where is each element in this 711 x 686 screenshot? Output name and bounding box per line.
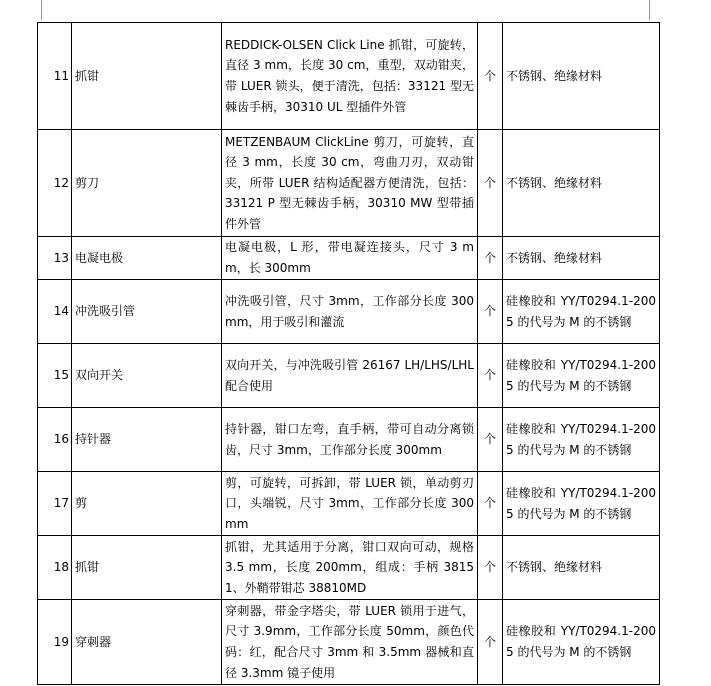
item-unit: 个 [478, 23, 503, 130]
row-number: 19 [38, 600, 72, 685]
table-row [38, 536, 660, 600]
row-number: 17 [38, 472, 72, 536]
table-row [38, 280, 660, 344]
item-material: 硅橡胶和 YY/T0294.1-2005 的代号为 M 的不锈钢 [503, 472, 660, 536]
item-unit: 个 [478, 600, 503, 685]
item-name: 剪 [72, 472, 222, 536]
equipment-table [37, 22, 660, 685]
table-row [38, 472, 660, 536]
item-description: 电凝电极，L 形，带电凝连接头，尺寸 3 mm，长 300mm [222, 237, 478, 280]
item-material: 不锈钢、绝缘材料 [503, 23, 660, 130]
row-number: 12 [38, 130, 72, 237]
item-material: 不锈钢、绝缘材料 [503, 237, 660, 280]
item-description: 持针器，钳口左弯，直手柄，带可自动分离锁齿，尺寸 3mm，工作部分长度 300mm [222, 408, 478, 472]
item-description: 冲洗吸引管，尺寸 3mm，工作部分长度 300mm，用于吸引和灌流 [222, 280, 478, 344]
item-description: METZENBAUM ClickLine 剪刀，可旋转，直径 3 mm，长度 30 cm，弯曲刀刃，双动钳夹，所带 LUER 结构适配器方便清洗，包括：33121 P 型无棘齿手柄，30310 MW 型带插件外管 [222, 130, 478, 237]
item-description: 穿刺器，带金字塔尖，带 LUER 锁用于进气，尺寸 3.9mm，工作部分长度 50mm，颜色代码：红，配合尺寸 3mm 和 3.5mm 器械和直径 3.3mm 镜子使用 [222, 600, 478, 685]
item-unit: 个 [478, 408, 503, 472]
row-number: 16 [38, 408, 72, 472]
item-material: 硅橡胶和 YY/T0294.1-2005 的代号为 M 的不锈钢 [503, 344, 660, 408]
item-material: 不锈钢、绝缘材料 [503, 536, 660, 600]
page-corner-mark-left [41, 0, 42, 20]
item-description: 剪，可旋转，可拆卸，带 LUER 锁，单动剪刃口，头端锐，尺寸 3mm，工作部分长度 300mm [222, 472, 478, 536]
row-number: 11 [38, 23, 72, 130]
item-name: 抓钳 [72, 23, 222, 130]
item-description: REDDICK-OLSEN Click Line 抓钳，可旋转，直径 3 mm，长度 30 cm，重型，双动钳夹，带 LUER 锁头，便于清洗，包括：33121 型无棘齿手柄，30310 UL 型插件外管 [222, 23, 478, 130]
item-unit: 个 [478, 472, 503, 536]
item-name: 抓钳 [72, 536, 222, 600]
table-row [38, 23, 660, 130]
table-row [38, 130, 660, 237]
item-material: 硅橡胶和 YY/T0294.1-2005 的代号为 M 的不锈钢 [503, 408, 660, 472]
table-row [38, 344, 660, 408]
item-material: 硅橡胶和 YY/T0294.1-2005 的代号为 M 的不锈钢 [503, 280, 660, 344]
row-number: 18 [38, 536, 72, 600]
item-material: 不锈钢、绝缘材料 [503, 130, 660, 237]
item-unit: 个 [478, 536, 503, 600]
row-number: 13 [38, 237, 72, 280]
item-unit: 个 [478, 130, 503, 237]
item-description: 双向开关，与冲洗吸引管 26167 LH/LHS/LHL 配合使用 [222, 344, 478, 408]
row-number: 14 [38, 280, 72, 344]
item-material: 硅橡胶和 YY/T0294.1-2005 的代号为 M 的不锈钢 [503, 600, 660, 685]
item-name: 剪刀 [72, 130, 222, 237]
table-row [38, 237, 660, 280]
table-row [38, 408, 660, 472]
item-unit: 个 [478, 344, 503, 408]
table-row [38, 600, 660, 685]
page-corner-mark-right [649, 0, 650, 20]
item-name: 冲洗吸引管 [72, 280, 222, 344]
item-name: 穿刺器 [72, 600, 222, 685]
item-name: 双向开关 [72, 344, 222, 408]
item-unit: 个 [478, 280, 503, 344]
item-name: 持针器 [72, 408, 222, 472]
item-unit: 个 [478, 237, 503, 280]
item-name: 电凝电极 [72, 237, 222, 280]
item-description: 抓钳，尤其适用于分离，钳口双向可动，规格 3.5 mm，长度 200mm，组成：手柄 38151、外鞘带钳芯 38810MD [222, 536, 478, 600]
row-number: 15 [38, 344, 72, 408]
